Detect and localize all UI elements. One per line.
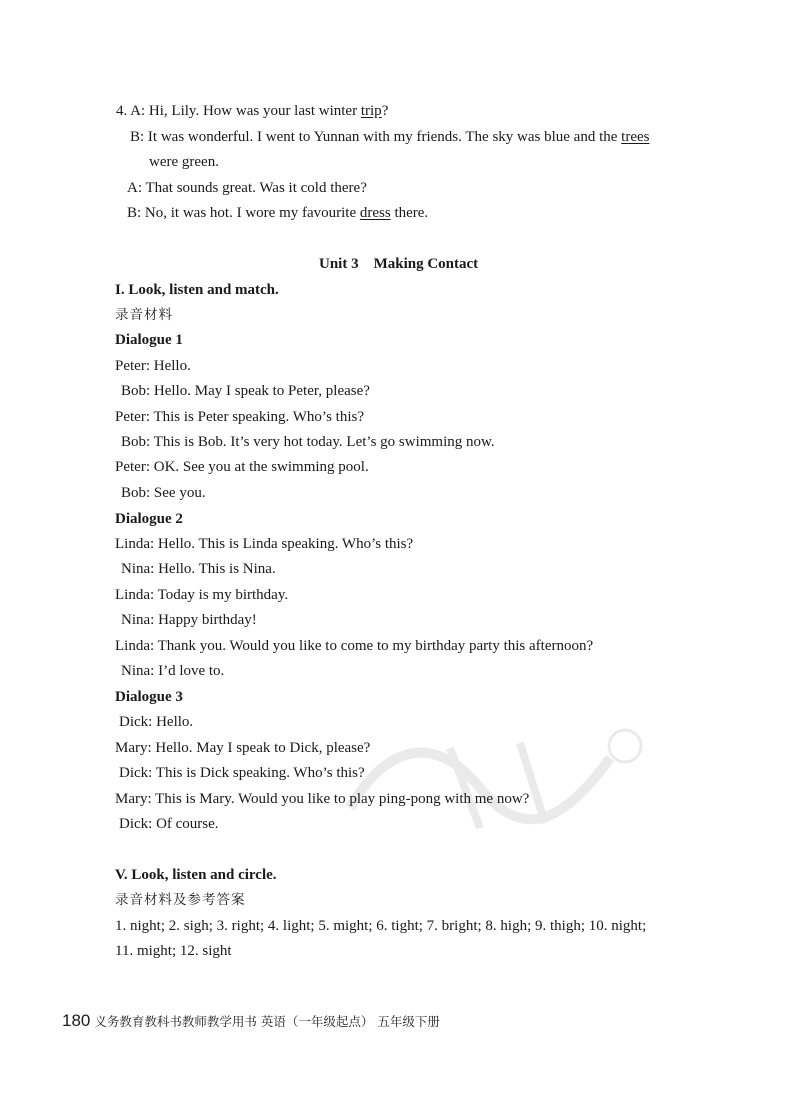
dialogue4-line-a1 xyxy=(116,102,388,120)
dialogue2-line: Linda: Today is my birthday. xyxy=(115,587,289,603)
dialogue4-line-b1-cont: were green. xyxy=(149,154,219,170)
dialogue4-line-b2 xyxy=(127,204,428,222)
dialogue4-line-a2: A: That sounds great. Was it cold there? xyxy=(127,180,367,196)
book-title: 义务教育教科书教师教学用书 英语（一年级起点） 五年级下册 xyxy=(94,1014,440,1029)
section-heading-5: V. Look, listen and circle. xyxy=(115,867,277,883)
dialogue2-line: Linda: Thank you. Would you like to come to my birthday party this afternoon? xyxy=(115,638,594,654)
dialogue3-line: Mary: This is Mary. Would you like to play ping-pong with me now? xyxy=(115,791,530,807)
dialogue1-line: Peter: OK. See you at the swimming pool. xyxy=(115,459,369,475)
answer-line: 1. night; 2. sigh; 3. right; 4. light; 5. might; 6. tight; 7. bright; 8. high; 9. thigh; 10. night; xyxy=(115,918,647,934)
page-number: 180 xyxy=(62,1011,91,1030)
dialogue2-line: Nina: Happy birthday! xyxy=(121,612,257,628)
text-span: ? xyxy=(381,103,389,119)
dialogue1-line: Peter: This is Peter speaking. Who’s this? xyxy=(115,409,365,425)
dialogue1-line: Bob: Hello. May I speak to Peter, please? xyxy=(121,383,370,399)
dialogue1-line: Bob: See you. xyxy=(121,485,206,501)
answer-line: 11. might; 12. sight xyxy=(115,943,232,959)
dialogue2-line: Linda: Hello. This is Linda speaking. Who’s this? xyxy=(115,536,414,552)
dialogue3-title: Dialogue 3 xyxy=(115,689,183,705)
dialogue2-line: Nina: I’d love to. xyxy=(121,663,225,679)
dialogue3-line: Mary: Hello. May I speak to Dick, please? xyxy=(115,740,371,756)
underlined-answer: trip xyxy=(360,103,382,119)
underlined-answer: trees xyxy=(621,129,650,145)
dialogue3-line: Dick: Hello. xyxy=(119,714,194,730)
text-span: B: It was wonderful. I went to Yunnan with my friends. The sky was blue and the xyxy=(130,129,622,145)
text-span: 4. A: Hi, Lily. How was your last winter xyxy=(116,103,361,119)
watermark-logo xyxy=(330,718,650,848)
dialogue4-line-b1 xyxy=(130,128,650,146)
text-span: B: No, it was hot. I wore my favourite xyxy=(127,205,360,221)
section-heading-1: I. Look, listen and match. xyxy=(115,282,279,298)
page-footer xyxy=(62,1011,440,1031)
dialogue2-title: Dialogue 2 xyxy=(115,511,183,527)
unit-title: Unit 3 Making Contact xyxy=(319,256,479,272)
text-span: there. xyxy=(390,205,429,221)
section-subheading-1: 录音材料 xyxy=(115,307,173,323)
dialogue1-title: Dialogue 1 xyxy=(115,332,183,348)
section-subheading-5: 录音材料及参考答案 xyxy=(115,892,246,908)
dialogue1-line: Bob: This is Bob. It’s very hot today. Let’s go swimming now. xyxy=(121,434,495,450)
dialogue3-line: Dick: Of course. xyxy=(119,816,219,832)
dialogue3-line: Dick: This is Dick speaking. Who’s this? xyxy=(119,765,365,781)
dialogue2-line: Nina: Hello. This is Nina. xyxy=(121,561,276,577)
underlined-answer: dress xyxy=(359,205,391,221)
dialogue1-line: Peter: Hello. xyxy=(115,358,191,374)
